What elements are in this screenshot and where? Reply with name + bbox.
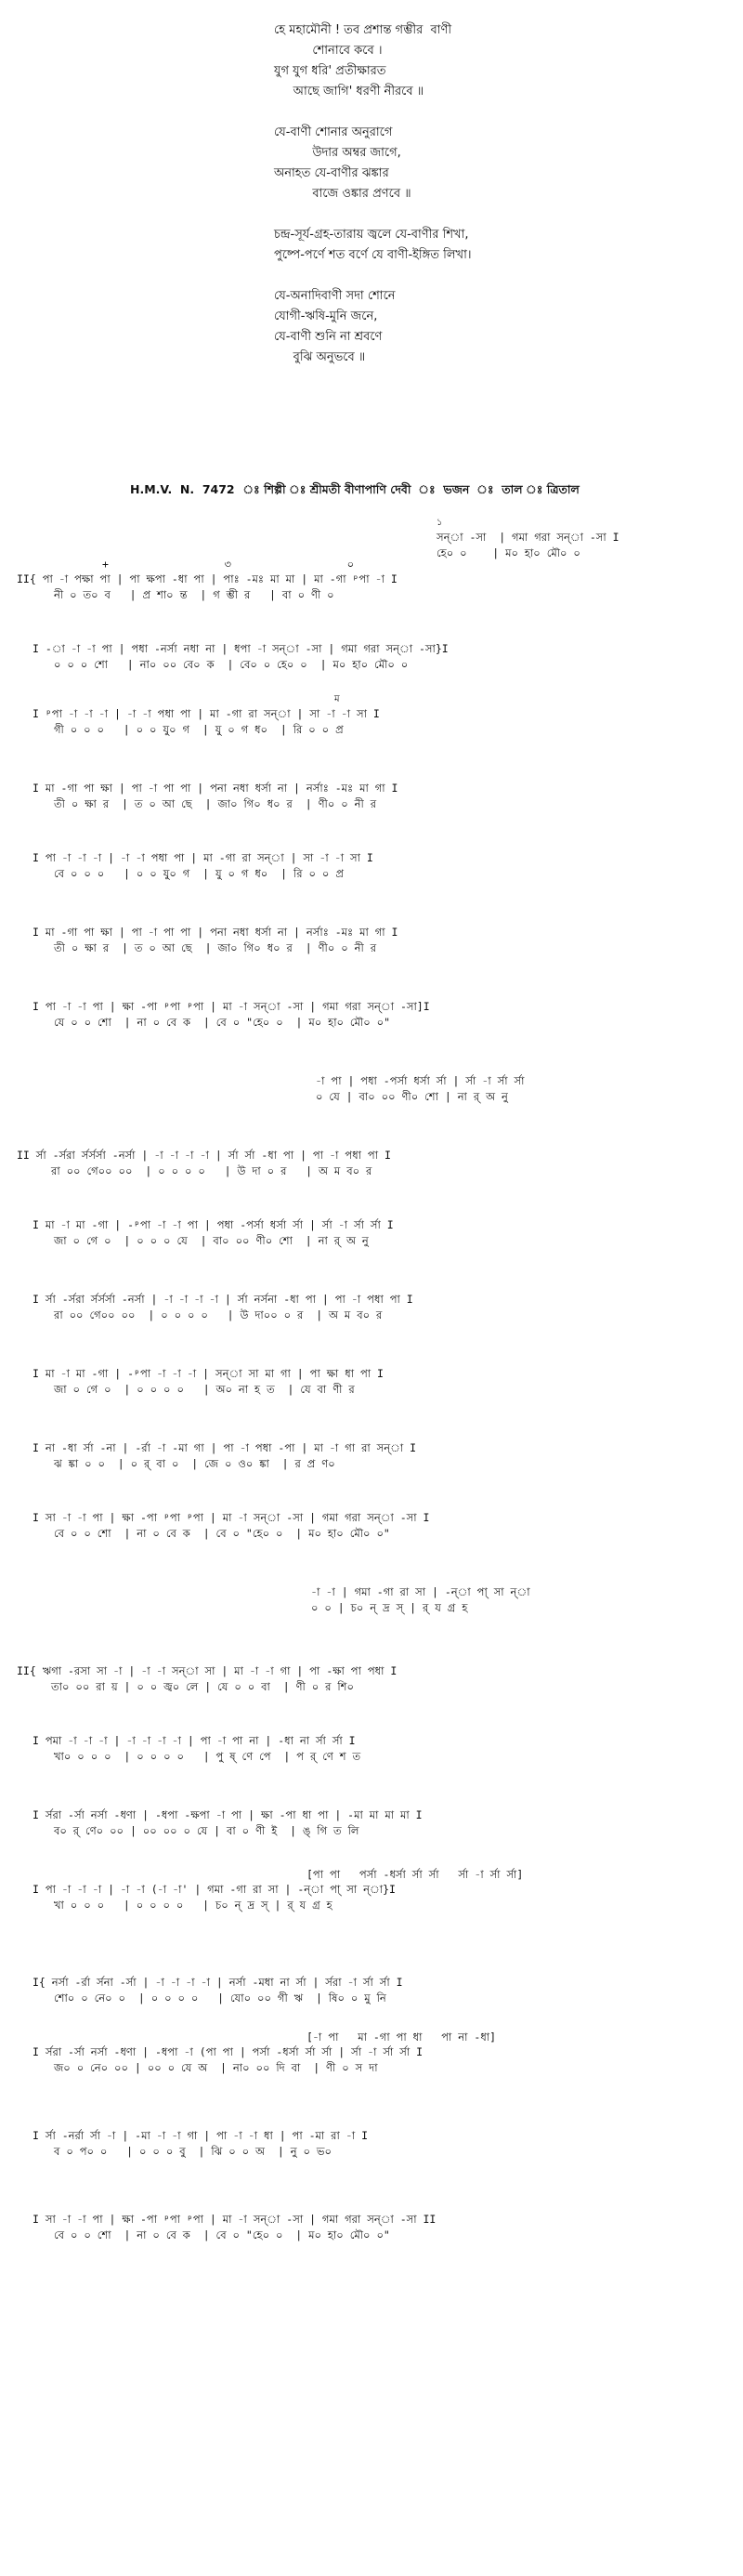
lyric-line: হে মহামৌনী ! তব প্রশান্ত গম্ভীর বাণী (274, 23, 452, 37)
lyric-line: উদার অম্বর জাগে, (274, 146, 401, 160)
artist-name: শিল্পী ঃ শ্রীমতী বীণাপাণি দেবী (264, 482, 411, 496)
record-number: H.M.V. N. 7472 (130, 482, 235, 496)
lyric-line (274, 266, 471, 286)
syllable-line: তী ০ ক্ষা র | ত ০ আ ছে | জা০ গি০ ধ০ র | ণী০ ০ নী র (54, 797, 377, 810)
syllable-line: ঝ ঙ্কা ০ ০ | ০ র্ বা ০ | জে ০ ও০ ঙ্কা | র প্র ণ০ (54, 1457, 335, 1470)
lyric-line: আছে জাগি' ধরণী নীরবে ॥ (274, 85, 424, 99)
swara-line: I মা -া মা -গা | -ᵖপা -া -া -া | সন্‌া সা মা গা | পা ক্ষা ধা পা I (33, 1367, 384, 1380)
swara-line: I পা -া -া -া | -া -া (-া -া' | গমা -গা রা সা | -ন্‌া পা্‌ সা ন্‌া}I (33, 1883, 396, 1896)
swara-line: -া পা | পধা -পর্সা ধর্সা র্সা | র্সা -া র্সা র্সা (316, 1074, 525, 1087)
lyric-line (274, 204, 471, 225)
syllable-line: জা ০ গে ০ | ০ ০ ০ ০ | অ০ না হ ত | যে বা ণী র (54, 1383, 355, 1396)
syllable-line: শো০ ০ নে০ ০ | ০ ০ ০ ০ | যো০ ০০ গী ঋ | ষি০ ০ মু নি (54, 1991, 386, 2004)
swara-line: I মা -া মা -গা | -ᵖপা -া -া পা | পধা -পর্সা ধর্সা র্সা | র্সা -া র্সা র্সা I (33, 1218, 394, 1231)
genre-label: ভজন (443, 482, 470, 496)
syllable-line: রা ০০ গে০০ ০০ | ০ ০ ০ ০ | উ দা০০ ০ র | অ ম ব০ র (54, 1308, 383, 1321)
syllable-line: খা০ ০ ০ ০ | ০ ০ ০ ০ | পু ষ্ ণে পে | প র্ ণে শ ত (54, 1750, 361, 1763)
swara-line: I ᵖপা -া -া -া | -া -া পধা পা | মা -গা রা সন্‌া | সা -া -া সা I (33, 707, 380, 720)
swara-line: I মা -গা পা ক্ষা | পা -া পা পা | পনা নধা ধর্সা না | নর্সাঃ -মঃ মা গা I (33, 782, 398, 795)
swara-line: I সা -া -া পা | ক্ষা -পা ᵖপা ᵖপা | মা -া সন্‌া -সা | গমা গরা সন্‌া -সা II (33, 2213, 437, 2226)
syllable-line: তী ০ ক্ষা র | ত ০ আ ছে | জা০ গি০ ধ০ র | ণী০ ০ নী র (54, 941, 377, 954)
swara-line: I র্সা -নর্রা র্সা -া | -মা -া -া গা | পা -া -া ধা | পা -মা রা -া I (33, 2129, 369, 2142)
lyric-line: শোনাবে কবে । (274, 44, 383, 58)
lyric-line (274, 102, 471, 123)
swara-line: I মা -গা পা ক্ষা | পা -া পা পা | পনা নধা ধর্সা না | নর্সাঃ -মঃ মা গা I (33, 926, 398, 939)
swara-line: I র্সা -র্সরা র্সর্সর্সা -নর্সা | -া -া -া -া | র্সা নর্সনা -ধা পা | পা -া পধা পা I (33, 1293, 413, 1306)
lyric-line: যে-বাণী শোনার অনুরাগে (274, 125, 393, 139)
syllable-line: জা ০ গে ০ | ০ ০ ০ যে | বা০ ০০ ণী০ শো | না র্ অ নু (54, 1234, 369, 1247)
syllable-line: ০ ০ ০ শো | না০ ০০ বে০ ক | বে০ ০ হে০ ০ | ম০ হা০ মৌ০ ০ (54, 658, 409, 671)
swara-line: I পা -া -া -া | -া -া পধা পা | মা -গা রা সন্‌া | সা -া -া সা I (33, 851, 373, 864)
lyric-line: বুঝি অনুভবে ॥ (274, 350, 366, 364)
syllable-line: বে ০ ০ শো | না ০ বে ক | বে ০ "হে০ ০ | ম০ হা০ মৌ০ ০" (54, 1527, 390, 1540)
swara-line: I পা -া -া পা | ক্ষা -পা ᵖপা ᵖপা | মা -া সন্‌া -সা | গমা গরা সন্‌া -সা]I (33, 1000, 430, 1013)
swara-line: I{ নর্সা -র্রা র্সনা -র্সা | -া -া -া -া | নর্সা -মধা না র্সা | র্সরা -া র্সা র্সা I (33, 1976, 403, 1989)
lyric-line: বাজে ওঙ্কার প্রণবে ॥ (274, 187, 411, 201)
syllable-line: ব০ র্ ণে০ ০০ | ০০ ০০ ০ যে | বা ০ ণী ই | ঙ্ গি ত লি (54, 1824, 359, 1837)
syllable-line: খা ০ ০ ০ | ০ ০ ০ ০ | চ০ ন্ দ্র স্‌ | র্ য গ্র হ (54, 1899, 332, 1912)
lyric-line: যোগী-ঋষি-মুনি জনে, (274, 309, 378, 323)
song-lyrics (274, 20, 471, 368)
separator: ঃ (242, 482, 260, 496)
syllable-line: হে০ ০ | ম০ হা০ মৌ০ ০ (437, 546, 580, 559)
syllable-line: ০ ০ | চ০ ন্ দ্র স্‌ | র্ য গ্র হ (311, 1601, 468, 1614)
taal-marker-line: [-া পা মা -গা পা ধা পা না -ধা] (306, 2031, 497, 2044)
swara-line: I না -ধা র্সা -না | -র্রা -া -মা গা | পা -া পধা -পা | মা -া গা রা সন্‌া I (33, 1441, 417, 1454)
swara-line: II র্সা -র্সরা র্সর্সর্সা -নর্সা | -া -া -া -া | র্সা র্সা -ধা পা | পা -া পধা পা I (17, 1149, 391, 1162)
swara-line: II{ ঋগা -রসা সা -া | -া -া সন্‌া সা | মা -া -া গা | পা -ক্ষা পা পধা I (17, 1664, 398, 1677)
syllable-line: বে ০ ০ শো | না ০ বে ক | বে ০ "হে০ ০ | ম০ হা০ মৌ০ ০" (54, 2228, 390, 2241)
syllable-line: যে ০ ০ শো | না ০ বে ক | বে ০ "হে০ ০ | ম০ হা০ মৌ০ ০" (54, 1016, 391, 1029)
lyric-line: যে-বাণী শুনি না শ্রবণে (274, 330, 383, 344)
swara-line: I র্সরা -র্সা নর্সা -ধণা | -ধপা -ক্ষপা -া পা | ক্ষা -পা ধা পা | -মা মা মা মা I (33, 1808, 423, 1821)
taal-marker-line: ম (334, 694, 340, 704)
syllable-line: ব ০ প০ ০ | ০ ০ ০ বু | ঝি ০ ০ অ | নু ০ ভ০ (54, 2145, 332, 2158)
swara-line: -া -া | গমা -গা রা সা | -ন্‌া পা্‌ সা ন্‌া (311, 1585, 530, 1598)
syllable-line: তা০ ০০ রা য় | ০ ০ জ্ব০ লে | যে ০ ০ বা | ণী ০ র শি০ (51, 1680, 354, 1693)
taal-marker-line: + ৩ ০ (102, 558, 355, 571)
swara-line: II{ পা -া পক্ষা পা | পা ক্ষপা -ধা পা | পাঃ -মঃ মা মা | মা -গা ᵖপা -া I (17, 572, 398, 585)
syllable-line: নী ০ ত০ ব | প্র শা০ ন্ত | গ ম্ভী র | বা ০ ণী ০ (54, 588, 334, 601)
taal-marker-line: ১ (437, 518, 443, 528)
syllable-line: জ০ ০ নে০ ০০ | ০০ ০ যে অ | না০ ০০ দি বা | ণী ০ স দা (54, 2061, 378, 2074)
record-info (130, 482, 724, 501)
lyric-line: যে-অনাদিবাণী সদা শোনে (274, 289, 396, 303)
swara-line: I -া -া -া পা | পধা -নর্সা নধা না | ধপা -া সন্‌া -সা | গমা গরা সন্‌া -সা}I (33, 642, 449, 655)
lyric-line: চন্দ্র-সূর্য-গ্রহ-তারায় জ্বলে যে-বাণীর শিখা, (274, 228, 469, 242)
syllable-line: বে ০ ০ ০ | ০ ০ যু০ গ | যু ০ গ ধ০ | রি ০ ০ প্র (54, 867, 344, 880)
taal-marker-line: [পা পা পর্সা -ধর্সা র্সা র্সা র্সা -া র্সা র্সা] (306, 1868, 524, 1881)
lyric-line: অনাহত যে-বাণীর ঝঙ্কার (274, 166, 389, 180)
swara-line: I সা -া -া পা | ক্ষা -পা ᵖপা ᵖপা | মা -া সন্‌া -সা | গমা গরা সন্‌া -সা I (33, 1511, 430, 1524)
syllable-line: গী ০ ০ ০ | ০ ০ যু০ গ | যু ০ গ ধ০ | রি ০ ০ প্র (54, 723, 344, 736)
syllable-line: রা ০০ গে০০ ০০ | ০ ০ ০ ০ | উ দা ০ র | অ ম ব০ র (51, 1164, 372, 1177)
syllable-line: ০ যে | বা০ ০০ ণী০ শো | না র্ অ নু (316, 1090, 508, 1103)
lyric-line: পুষ্পে-পর্ণে শত বর্ণে যে বাণী-ইঙ্গিত লিখা। (274, 248, 472, 262)
swara-line: I পমা -া -া -া | -া -া -া -া | পা -া পা না | -ধা না র্সা র্সা I (33, 1734, 356, 1747)
swara-line: সন্‌া -সা | গমা গরা সন্‌া -সা I (437, 531, 619, 544)
lyric-line: যুগ যুগ ধরি' প্রতীক্ষারত (274, 64, 386, 78)
taal-label: তাল ঃ ত্রিতাল (502, 482, 580, 496)
swara-line: I র্সরা -র্সা নর্সা -ধণা | -ধপা -া (পা পা | পর্সা -ধর্সা র্সা র্সা | র্সা -া র্সা র্সা I (33, 2045, 424, 2058)
